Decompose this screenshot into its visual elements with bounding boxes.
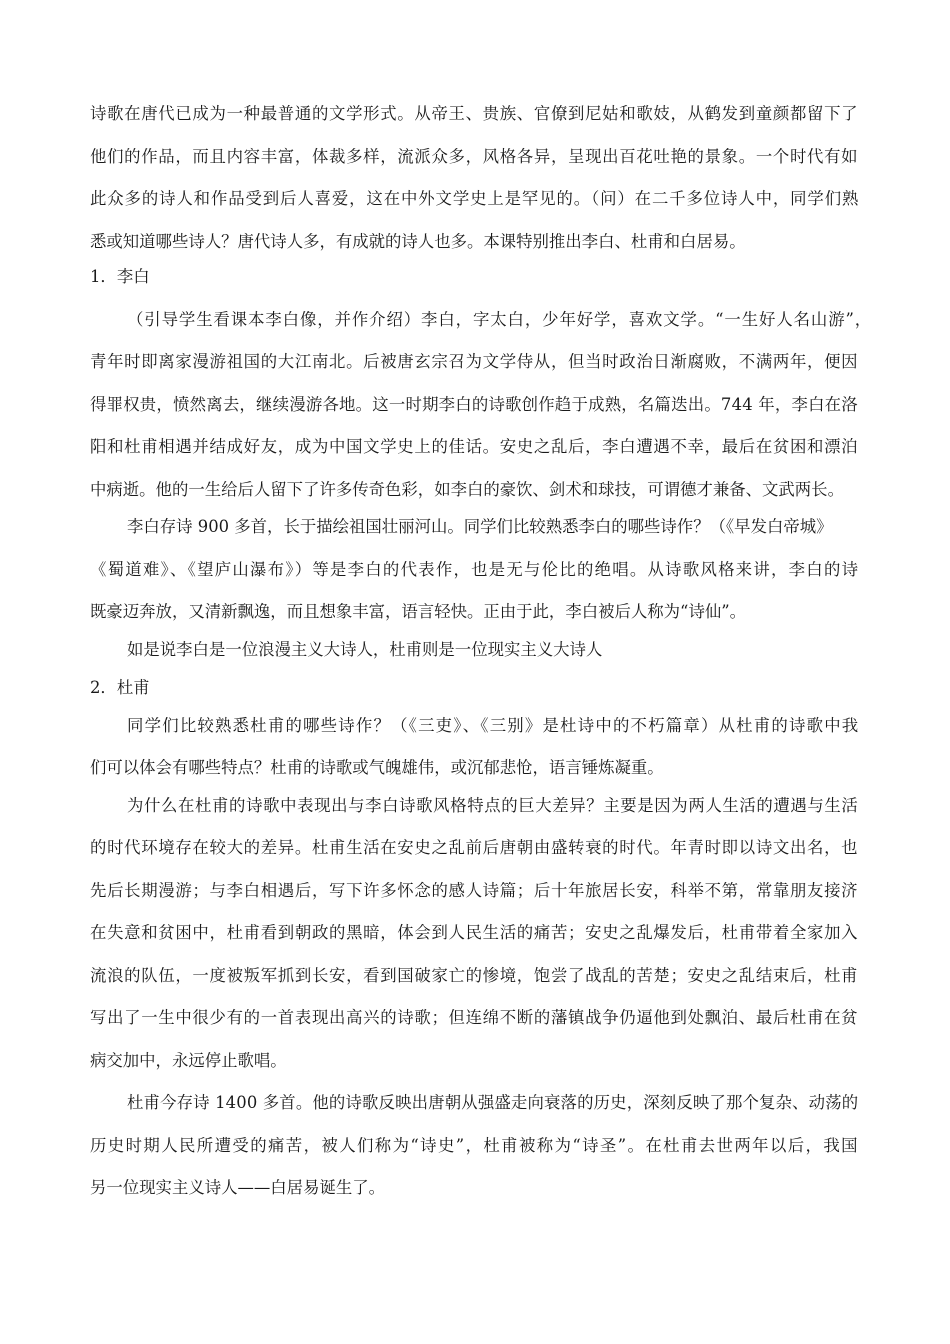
intro-line: 悉或知道哪些诗人？唐代诗人多，有成就的诗人也多。本课特别推出李白、杜甫和白居易。: [90, 232, 746, 251]
dufu-contrast-line: 的时代环境存在较大的差异。杜甫生活在安史之乱前后唐朝由盛转衰的时代。年青时即以诗文出名，也: [90, 838, 859, 857]
dufu-contrast-line: 先后长期漫游；与李白相遇后，写下许多怀念的感人诗篇；后十年旅居长安，科举不第，常靠朋友接济: [90, 881, 859, 900]
libai-bio-line: （引导学生看课本李白像，并作介绍）李白，字太白，少年好学，喜欢文学。“一生好人名山游”，: [127, 310, 873, 329]
libai-poems-line: 李白存诗 900 多首，长于描绘祖国壮丽河山。同学们比较熟悉李白的哪些诗作？（《早发白帝城》: [127, 517, 833, 536]
dufu-contrast-line: 为什么在杜甫的诗歌中表现出与李白诗歌风格特点的巨大差异？主要是因为两人生活的遭遇与生活: [127, 796, 859, 815]
dufu-legacy-line: 另一位现实主义诗人——白居易诞生了。: [90, 1178, 386, 1197]
intro-line: 此众多的诗人和作品受到后人喜爱，这在中外文学史上是罕见的。（问）在二千多位诗人中，同学们熟: [90, 189, 860, 208]
dufu-contrast-line: 病交加中，永远停止歌唱。: [90, 1051, 287, 1070]
dufu-poems-line: 同学们比较熟悉杜甫的哪些诗作？（《三吏》、《三别》是杜诗中的不朽篇章）从杜甫的诗歌中我: [127, 716, 860, 735]
libai-bio-line: 青年时即离家漫游祖国的大江南北。后被唐玄宗召为文学侍从，但当时政治日渐腐败，不满两年，便因: [90, 352, 859, 371]
dufu-contrast-line: 在失意和贫困中，杜甫看到朝政的黑暗，体会到人民生活的痛苦；安史之乱爆发后，杜甫带着全家加入: [90, 923, 859, 942]
dufu-contrast-line: 流浪的队伍，一度被叛军抓到长安，看到国破家亡的惨境，饱尝了战乱的苦楚；安史之乱结束后，杜甫: [90, 966, 859, 985]
libai-poems-line: 既豪迈奔放，又清新飘逸，而且想象丰富，语言轻快。正由于此，李白被后人称为“诗仙”。: [90, 602, 746, 621]
intro-line: 诗歌在唐代已成为一种最普通的文学形式。从帝王、贵族、官僚到尼姑和歌妓，从鹤发到童颜都留下了: [90, 104, 859, 123]
intro-line: 他们的作品，而且内容丰富，体裁多样，流派众多，风格各异，呈现出百花吐艳的景象。一个时代有如: [90, 147, 859, 166]
libai-bio-line: 得罪权贵，愤然离去，继续漫游各地。这一时期李白的诗歌创作趋于成熟，名篇迭出。744 年，李白在洛: [90, 395, 858, 414]
section-heading-libai: 1．李白: [90, 267, 150, 286]
dufu-contrast-line: 写出了一生中很少有的一首表现出高兴的诗歌；但连绵不断的藩镇战争仍逼他到处飘泊、最后杜甫在贫: [90, 1008, 859, 1027]
section-heading-dufu: 2．杜甫: [90, 678, 150, 697]
transition-line: 如是说李白是一位浪漫主义大诗人，杜甫则是一位现实主义大诗人: [127, 640, 603, 659]
dufu-legacy-line: 历史时期人民所遭受的痛苦，被人们称为“诗史”，杜甫被称为“诗圣”。在杜甫去世两年以后，我国: [90, 1136, 859, 1155]
libai-poems-line: 《蜀道难》、《望庐山瀑布》）等是李白的代表作，也是无与伦比的绝唱。从诗歌风格来讲，李白的诗: [90, 560, 860, 579]
dufu-poems-line: 们可以体会有哪些特点？杜甫的诗歌或气魄雄伟，或沉郁悲怆，语言锤炼凝重。: [90, 758, 664, 777]
dufu-legacy-line: 杜甫今存诗 1400 多首。他的诗歌反映出唐朝从强盛走向衰落的历史，深刻反映了那个复杂、动荡的: [127, 1093, 859, 1112]
libai-bio-line: 中病逝。他的一生给后人留下了许多传奇色彩，如李白的豪饮、剑术和球技，可谓德才兼备、文武两长。: [90, 480, 844, 499]
libai-bio-line: 阳和杜甫相遇并结成好友，成为中国文学史上的佳话。安史之乱后，李白遭遇不幸，最后在贫困和漂泊: [90, 437, 859, 456]
